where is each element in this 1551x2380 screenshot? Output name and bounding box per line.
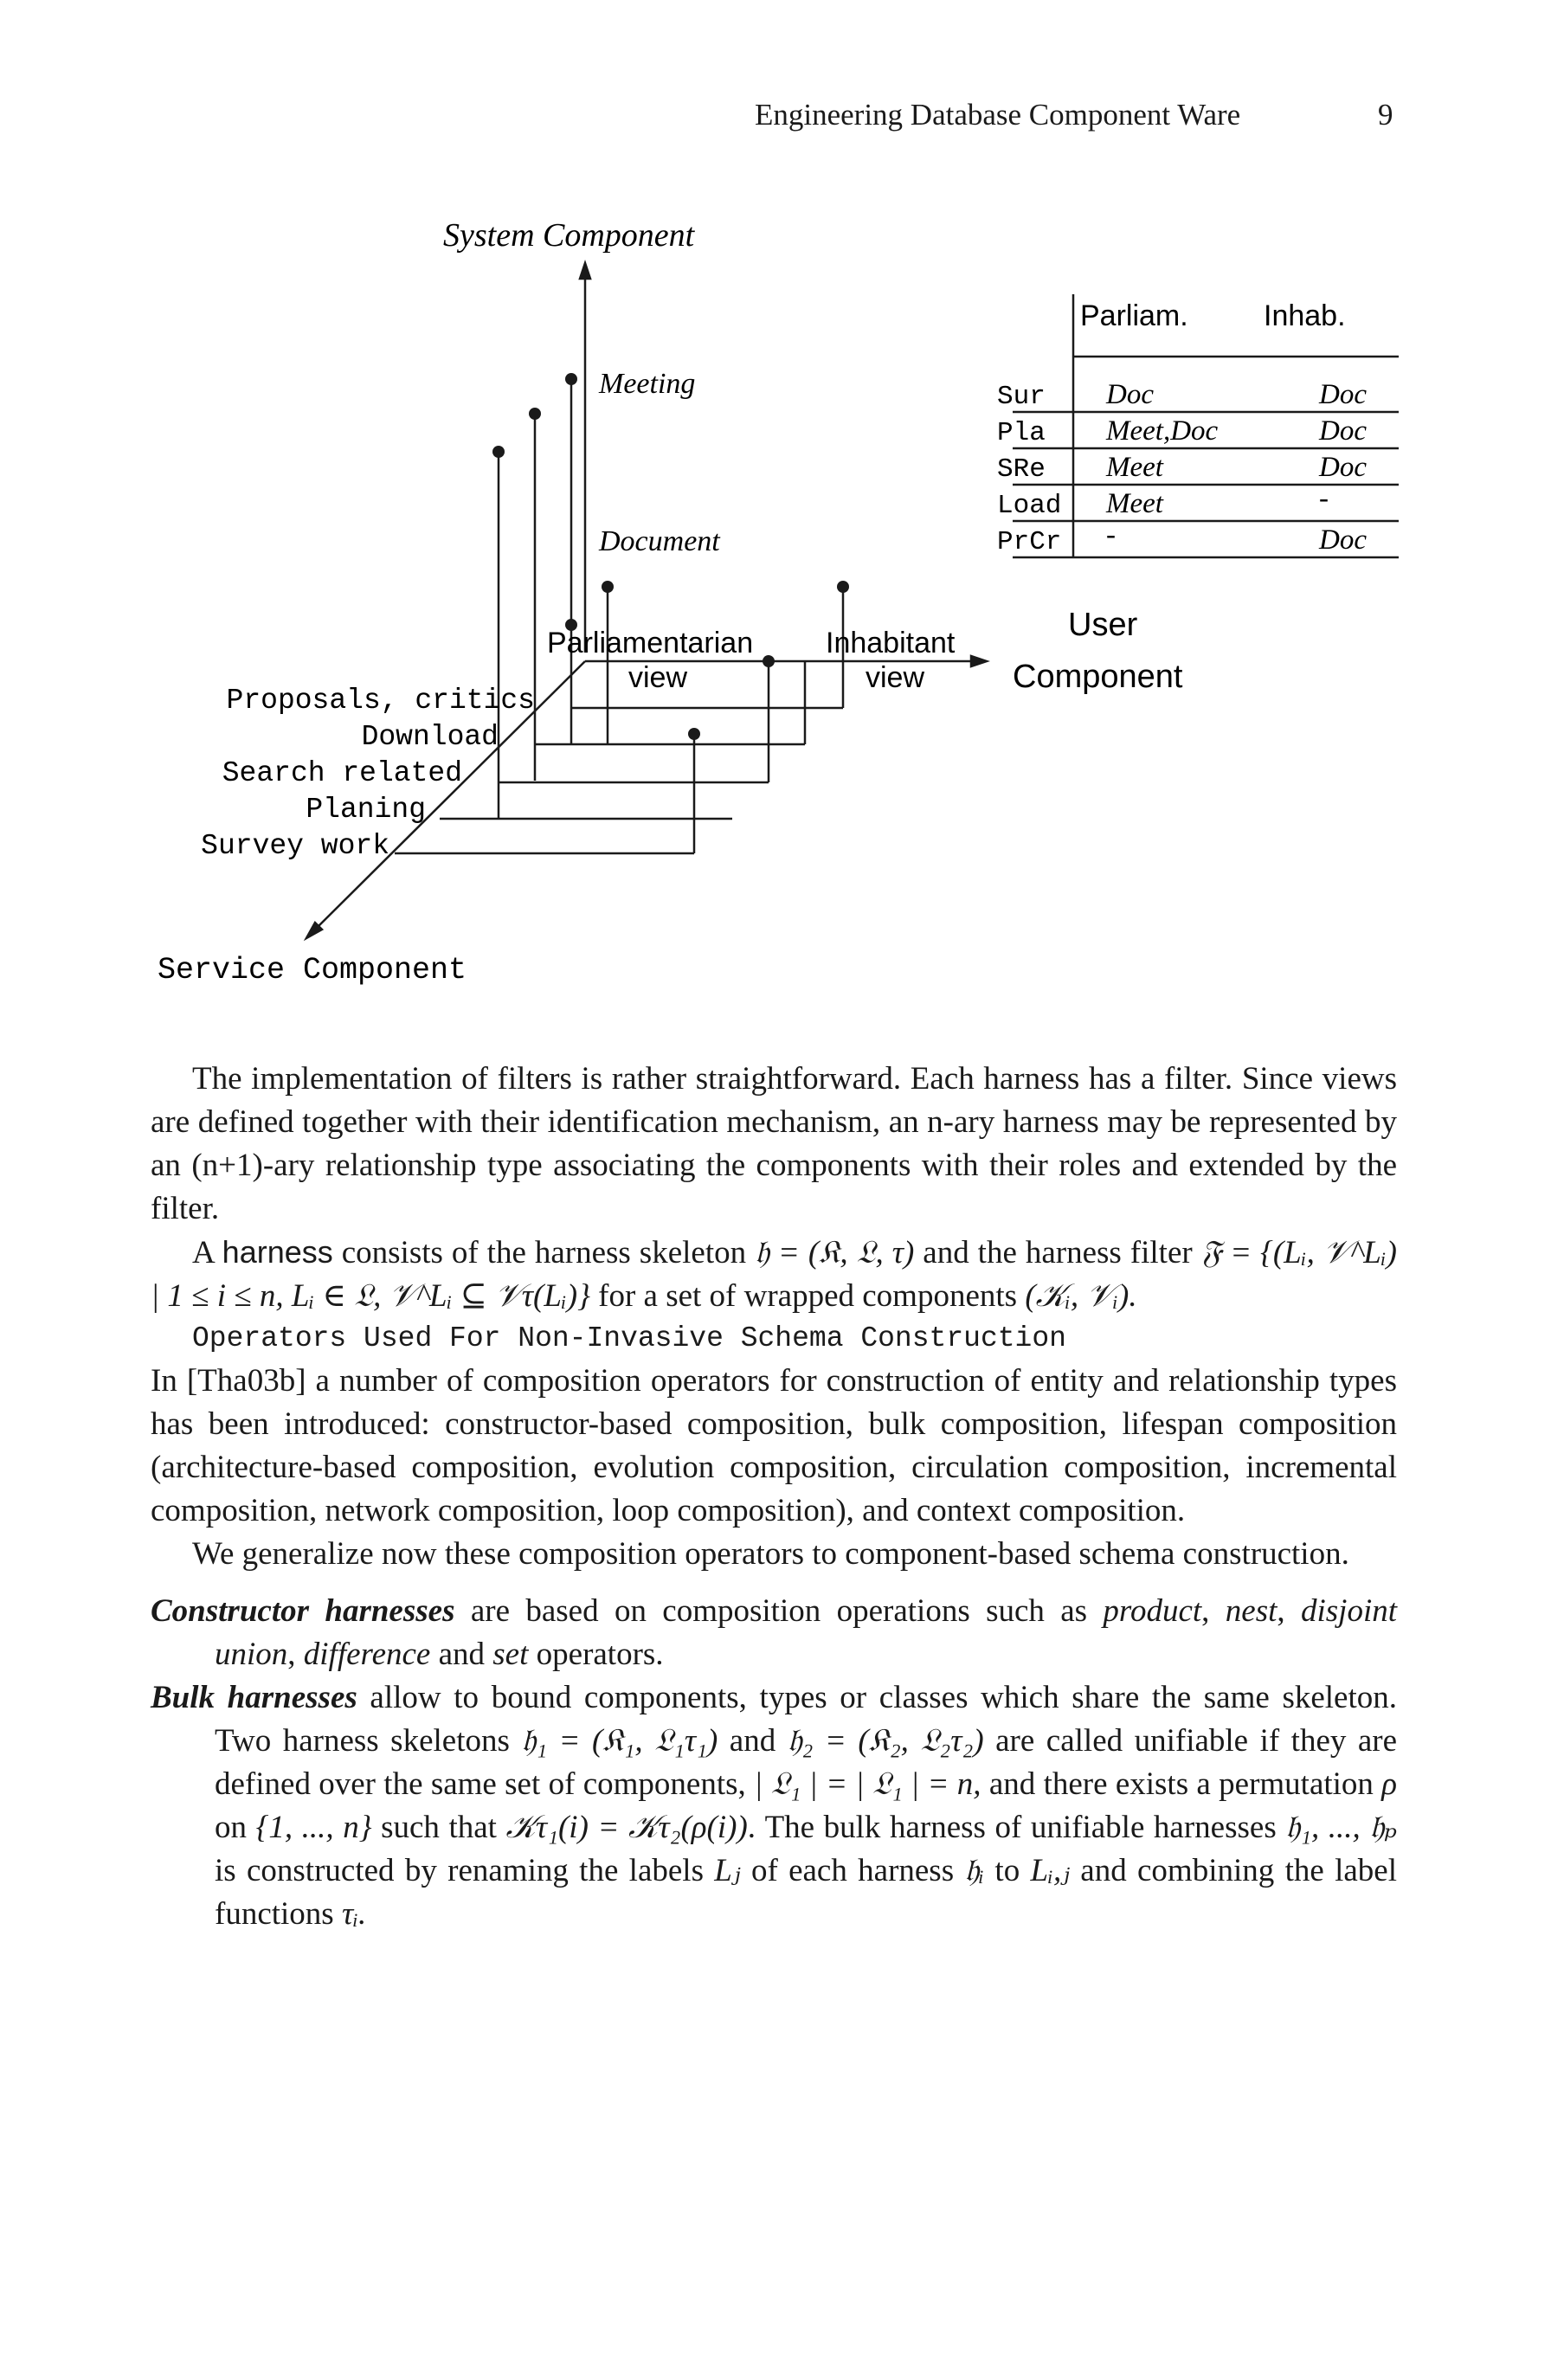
list-item-constructor-harnesses: Constructor harnesses are based on composition operations such as product, nest, disjoint union, difference and set operators. <box>151 1593 1398 1672</box>
table-row-inhab: Doc <box>1319 524 1367 556</box>
page-number: 9 <box>1378 98 1393 132</box>
service-proposals: Proposals, critics <box>226 685 535 717</box>
table-row-parliam: Doc <box>1106 379 1154 410</box>
table-row-inhab: Doc <box>1319 452 1367 483</box>
formula-filter: 𝔉 = {(Lᵢ, 𝒱^Lᵢ) | 1 ≤ i ≤ n, Lᵢ ∈ 𝔏, 𝒱^Lᵢ ⊆ 𝒱τ(Lᵢ)} <box>151 1235 1397 1314</box>
paragraph-composition-operators: In [Tha03b] a number of composition operators for construction of entity and relationship types has been introduced: constructor-based composition, bulk composition, lifespan composition (architecture-based composition, evolution composition, circulation composition, incremental composition, network composition, loop composition), and context composition. <box>151 1363 1397 1528</box>
table-row-key: SRe <box>997 454 1046 485</box>
term-harness: harness <box>222 1234 333 1270</box>
body-text <box>151 1058 1397 1936</box>
formula-components: (𝒦ᵢ, 𝒱ᵢ). <box>1025 1278 1137 1314</box>
section-heading: Operators Used For Non-Invasive Schema Construction <box>192 1322 1066 1354</box>
view-parliamentarian-line1: Parliamentarian <box>547 627 754 659</box>
service-search: Search related <box>222 757 462 789</box>
table-col-parliam: Parliam. <box>1080 299 1188 332</box>
table-row-inhab: Doc <box>1319 415 1367 447</box>
table-row-key: Pla <box>997 418 1046 448</box>
table-row-key: Load <box>997 491 1062 521</box>
table-row-parliam: Meet <box>1106 452 1163 483</box>
table-row-inhab: - <box>1319 483 1329 514</box>
level-document: Document <box>599 525 720 557</box>
axis-label-user-line2: Component <box>1013 659 1183 695</box>
service-download: Download <box>361 721 499 753</box>
term-constructor-harnesses: Constructor harnesses <box>151 1593 455 1629</box>
table-row-parliam: Meet,Doc <box>1106 415 1219 447</box>
list-item-bulk-harnesses: Bulk harnesses allow to bound components, types or classes which share the same skeleton. Two harness skeletons 𝔥₁ = (𝔎₁, 𝔏₁τ₁) and 𝔥₂ = (𝔎₂, 𝔏₂τ₂) are called unifiable if they are defined over the same set of components, | 𝔏₁ | = | 𝔏₁ | = n, and there exists a permutation ρ on {1, ..., n} such that 𝒦τ₁(i) = 𝒦τ₂(ρ(i)). The bulk harness of unifiable harnesses 𝔥₁, ..., 𝔥ₚ is constructed by renaming the labels Lⱼ of each harness 𝔥ᵢ to Lᵢ,ⱼ and combining the label functions τᵢ. <box>151 1680 1398 1932</box>
table-row-parliam: Meet <box>1106 488 1163 519</box>
table-row-parliam: - <box>1106 519 1116 550</box>
view-inhabitant-line2: view <box>866 661 925 694</box>
running-header-title: Engineering Database Component Ware <box>755 98 1241 132</box>
formula-skeleton: 𝔥 = (𝔎, 𝔏, τ) <box>755 1235 915 1270</box>
component-diagram <box>0 208 1551 1004</box>
term-bulk-harnesses: Bulk harnesses <box>151 1680 357 1715</box>
table-row-key: PrCr <box>997 527 1062 557</box>
view-parliamentarian-line2: view <box>628 661 688 694</box>
table-row-inhab: Doc <box>1319 379 1367 410</box>
axis-label-user-line1: User <box>1068 607 1138 643</box>
axis-label-system: System Component <box>443 217 695 254</box>
paragraph-generalize: We generalize now these composition operators to component-based schema construction. <box>192 1536 1349 1572</box>
paragraph-harness-definition: A harness consists of the harness skeleton 𝔥 = (𝔎, 𝔏, τ) and the harness filter 𝔉 = {(Lᵢ, 𝒱^Lᵢ) | 1 ≤ i ≤ n, Lᵢ ∈ 𝔏, 𝒱^Lᵢ ⊆ 𝒱τ(Lᵢ)} for a set of wrapped components (𝒦ᵢ, 𝒱ᵢ). <box>151 1234 1397 1314</box>
table-row-key: Sur <box>997 382 1046 412</box>
level-meeting: Meeting <box>599 368 696 400</box>
service-survey: Survey work <box>201 830 389 862</box>
service-planing: Planing <box>306 794 426 826</box>
axis-label-service: Service Component <box>158 953 467 987</box>
view-inhabitant-line1: Inhabitant <box>826 627 956 659</box>
table-col-inhab: Inhab. <box>1264 299 1346 332</box>
paragraph-filters: The implementation of filters is rather straightforward. Each harness has a filter. Since views are defined together with their identification mechanism, an n-ary harness may be represented by an (n+1)-ary relationship type associating the components with their roles and extended by the filter. <box>151 1061 1397 1226</box>
